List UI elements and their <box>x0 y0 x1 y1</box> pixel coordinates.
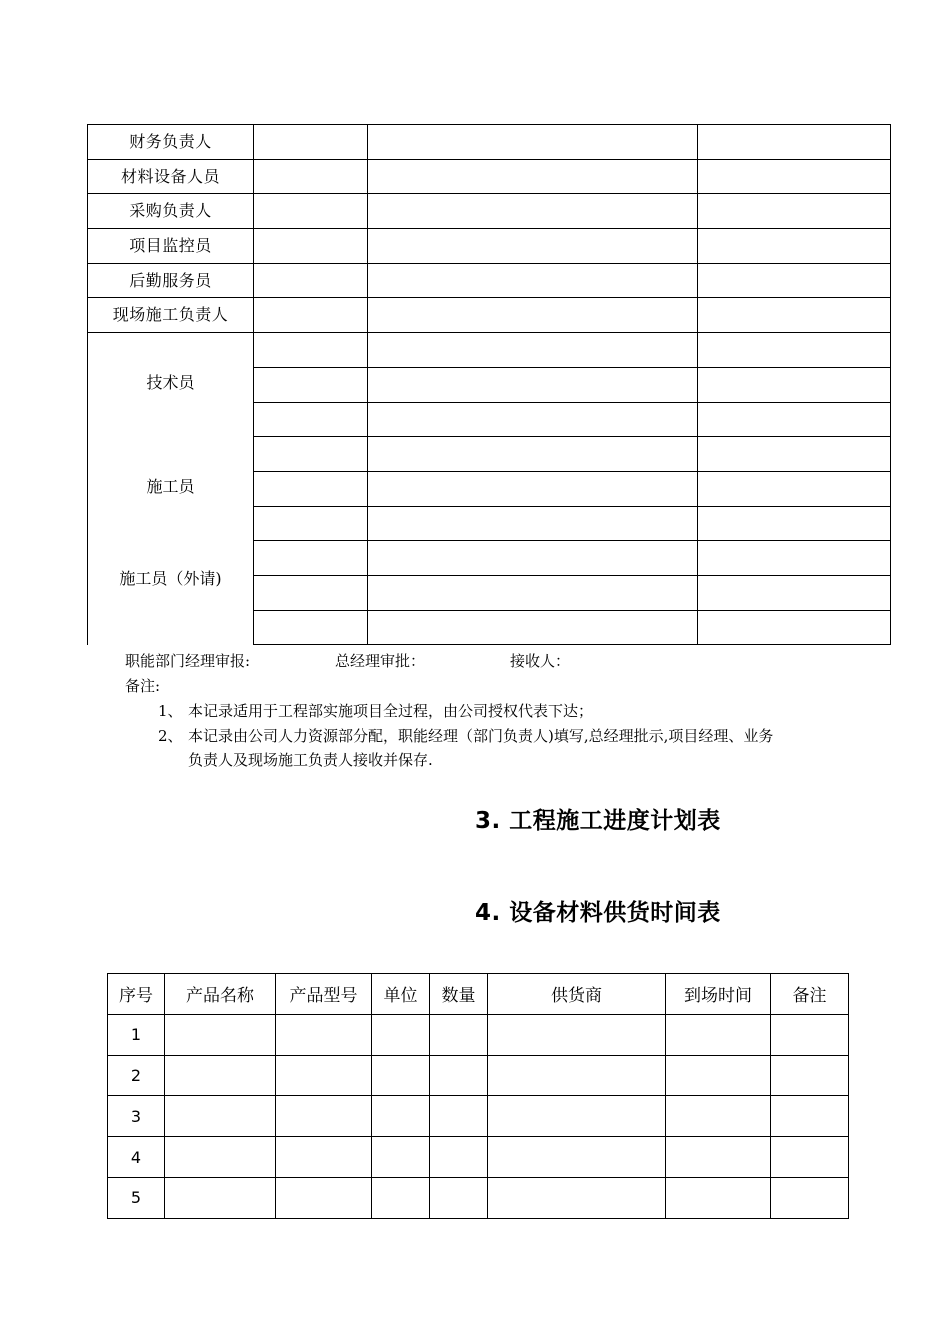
table-cell[interactable] <box>488 1137 666 1178</box>
role-label: 现场施工负责人 <box>88 298 254 333</box>
table-cell[interactable] <box>368 367 698 402</box>
table-cell[interactable] <box>368 506 698 541</box>
table-cell[interactable] <box>666 1014 771 1055</box>
table-cell[interactable] <box>254 471 368 506</box>
table-cell[interactable] <box>254 541 368 576</box>
table-cell[interactable] <box>430 1177 488 1218</box>
table-cell[interactable] <box>368 194 698 229</box>
table-cell[interactable] <box>368 229 698 264</box>
table-cell[interactable] <box>488 1055 666 1096</box>
table-cell[interactable] <box>698 471 891 506</box>
role-label: 项目监控员 <box>88 229 254 264</box>
column-header: 到场时间 <box>666 974 771 1015</box>
receiver-signature: 接收人： <box>510 652 571 670</box>
table-cell[interactable] <box>698 159 891 194</box>
table-cell[interactable] <box>698 402 891 437</box>
table-cell[interactable] <box>666 1137 771 1178</box>
table-cell[interactable] <box>666 1055 771 1096</box>
table-cell[interactable] <box>254 125 368 160</box>
column-header: 产品型号 <box>276 974 372 1015</box>
table-cell[interactable] <box>368 159 698 194</box>
table-row <box>88 263 891 298</box>
column-header: 供货商 <box>488 974 666 1015</box>
row-number: 5 <box>108 1177 165 1218</box>
table-cell[interactable] <box>254 367 368 402</box>
table-cell[interactable] <box>368 333 698 368</box>
notes-title: 备注: <box>125 677 161 695</box>
table-cell[interactable] <box>430 1137 488 1178</box>
table-cell[interactable] <box>368 263 698 298</box>
table-cell[interactable] <box>488 1096 666 1137</box>
note-text-continuation: 负责人及现场施工负责人接收并保存. <box>188 751 433 769</box>
table-cell[interactable] <box>254 437 368 472</box>
table-cell[interactable] <box>488 1014 666 1055</box>
row-number: 1 <box>108 1014 165 1055</box>
role-label: 材料设备人员 <box>88 159 254 194</box>
table-row <box>88 125 891 160</box>
table-cell[interactable] <box>254 506 368 541</box>
table-cell[interactable] <box>430 1014 488 1055</box>
role-label: 财务负责人 <box>88 125 254 160</box>
table-cell[interactable] <box>368 125 698 160</box>
table-cell[interactable] <box>254 298 368 333</box>
role-label: 后勤服务员 <box>88 263 254 298</box>
table-cell[interactable] <box>771 1137 849 1178</box>
table-cell[interactable] <box>771 1055 849 1096</box>
constructor-label: 施工员 <box>146 477 195 497</box>
table-cell[interactable] <box>254 229 368 264</box>
table-row <box>88 333 891 368</box>
table-cell[interactable] <box>372 1137 430 1178</box>
section-4-heading: 4. 设备材料供货时间表 <box>475 900 721 926</box>
table-cell[interactable] <box>698 575 891 610</box>
table-cell[interactable] <box>430 1096 488 1137</box>
table-cell[interactable] <box>276 1177 372 1218</box>
table-cell[interactable] <box>276 1014 372 1055</box>
role-label: 采购负责人 <box>88 194 254 229</box>
staff-group-cell <box>88 333 254 645</box>
table-row <box>88 298 891 333</box>
table-row <box>108 1055 849 1096</box>
table-cell[interactable] <box>698 506 891 541</box>
staff-assignment-table <box>87 124 891 645</box>
table-cell[interactable] <box>368 298 698 333</box>
row-number: 2 <box>108 1055 165 1096</box>
supply-schedule-table <box>107 973 849 1219</box>
table-cell[interactable] <box>368 402 698 437</box>
note-text: 本记录适用于工程部实施项目全过程，由公司授权代表下达； <box>188 702 594 720</box>
table-cell[interactable] <box>368 437 698 472</box>
table-cell[interactable] <box>165 1055 276 1096</box>
table-row <box>108 1096 849 1137</box>
table-cell[interactable] <box>276 1055 372 1096</box>
column-header: 单位 <box>372 974 430 1015</box>
table-cell[interactable] <box>165 1014 276 1055</box>
table-cell[interactable] <box>698 333 891 368</box>
table-cell[interactable] <box>698 541 891 576</box>
column-header: 产品名称 <box>165 974 276 1015</box>
table-cell[interactable] <box>666 1096 771 1137</box>
table-cell[interactable] <box>698 437 891 472</box>
dept-manager-approval: 职能部门经理审报: <box>125 652 251 670</box>
table-cell[interactable] <box>254 333 368 368</box>
row-number: 3 <box>108 1096 165 1137</box>
table-cell[interactable] <box>698 125 891 160</box>
table-row <box>108 1014 849 1055</box>
table-cell[interactable] <box>254 159 368 194</box>
table-cell[interactable] <box>698 263 891 298</box>
table-cell[interactable] <box>368 610 698 645</box>
note-number: 1、 <box>158 702 183 720</box>
external-constructor-label: 施工员（外请) <box>119 569 222 589</box>
table-cell[interactable] <box>368 471 698 506</box>
table-header-row <box>108 974 849 1015</box>
table-cell[interactable] <box>771 1096 849 1137</box>
table-cell[interactable] <box>698 194 891 229</box>
table-cell[interactable] <box>254 263 368 298</box>
table-cell[interactable] <box>254 194 368 229</box>
column-header: 序号 <box>108 974 165 1015</box>
table-cell[interactable] <box>372 1055 430 1096</box>
table-cell[interactable] <box>254 402 368 437</box>
column-header: 数量 <box>430 974 488 1015</box>
table-cell[interactable] <box>372 1177 430 1218</box>
table-cell[interactable] <box>666 1177 771 1218</box>
table-cell[interactable] <box>254 610 368 645</box>
table-cell[interactable] <box>368 541 698 576</box>
table-row <box>108 1137 849 1178</box>
table-row <box>108 1177 849 1218</box>
table-cell[interactable] <box>698 229 891 264</box>
note-text: 本记录由公司人力资源部分配，职能经理（部门负责人)填写,总经理批示,项目经理、业务 <box>188 727 774 745</box>
section-3-heading: 3. 工程施工进度计划表 <box>475 808 721 834</box>
row-number: 4 <box>108 1137 165 1178</box>
table-cell[interactable] <box>698 298 891 333</box>
table-row <box>88 229 891 264</box>
table-cell[interactable] <box>165 1177 276 1218</box>
table-cell[interactable] <box>276 1096 372 1137</box>
table-cell[interactable] <box>165 1137 276 1178</box>
table-row <box>88 194 891 229</box>
technician-label: 技术员 <box>146 373 195 393</box>
table-cell[interactable] <box>698 367 891 402</box>
table-cell[interactable] <box>372 1096 430 1137</box>
general-manager-approval: 总经理审批： <box>335 652 426 670</box>
table-cell[interactable] <box>276 1137 372 1178</box>
table-cell[interactable] <box>430 1055 488 1096</box>
table-row <box>88 159 891 194</box>
table-cell[interactable] <box>372 1014 430 1055</box>
note-number: 2、 <box>158 727 183 745</box>
table-cell[interactable] <box>771 1177 849 1218</box>
table-cell[interactable] <box>165 1096 276 1137</box>
table-cell[interactable] <box>771 1014 849 1055</box>
table-cell[interactable] <box>698 610 891 645</box>
table-cell[interactable] <box>368 575 698 610</box>
table-cell[interactable] <box>488 1177 666 1218</box>
table-cell[interactable] <box>254 575 368 610</box>
column-header: 备注 <box>771 974 849 1015</box>
